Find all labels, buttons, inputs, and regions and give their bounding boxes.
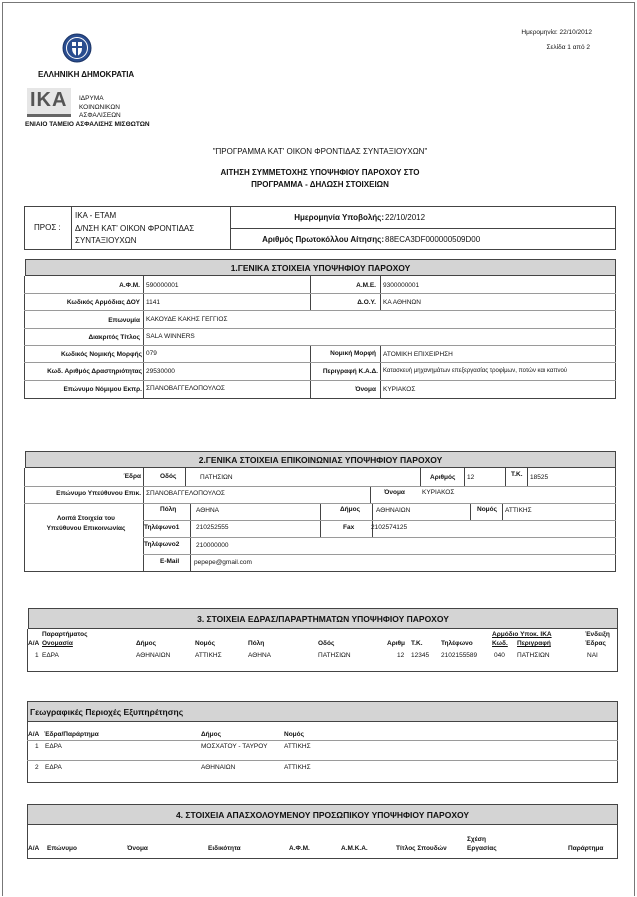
protocol-number: 88ECA3DF000000509D00 [385,235,481,244]
kad-label: Περιγραφή Κ.Α.Δ. [322,368,378,375]
geo-table [27,722,618,783]
ika-line: ΙΔΡΥΜΑ [79,95,104,102]
city-label: Πόλη [160,506,177,513]
protocol-label: Αριθμός Πρωτοκόλλου Αίτησης: [262,235,384,244]
row-prefecture: ΑΤΤΙΚΗΣ [195,652,222,659]
s4-col-studies: Τίτλος Σπουδών [396,845,447,852]
col-prefecture: Νομός [195,640,215,647]
fax-value: 2102574125 [371,524,408,531]
prefecture-label: Νομός [477,506,497,513]
rep-name-value: ΚΥΡΙΑΚΟΣ [383,386,416,393]
resp-name-label: Όνομα [384,489,405,496]
distinct-title-value: SALA WINNERS [146,333,195,340]
s4-col-branch: Παράρτημα [568,845,604,852]
recipient-line: Δ/ΝΣΗ ΚΑΤ' ΟΙΚΟΝ ΦΡΟΝΤΙΔΑΣ [75,223,195,233]
seat-label: Έδρα [123,473,141,480]
afm-label: Α.Φ.Μ. [119,282,140,289]
distinct-title-label: Διακριτός Τίτλος [88,334,140,341]
s4-col-aa: Α/Α [28,845,40,852]
section3-header: 3. ΣΤΟΙΧΕΙΑ ΕΔΡΑΣ/ΠΑΡΑΡΤΗΜΑΤΩΝ ΥΠΟΨΗΦΙΟΥ ΠΑΡΟΧΟΥ [28,608,618,629]
street-label: Οδός [160,473,177,480]
col-street: Οδός [318,640,335,647]
greek-emblem-icon [62,33,92,63]
ika-line: ΚΟΙΝΩΝΙΚΩΝ [79,103,120,111]
s4-col-afm: Α.Φ.Μ. [289,845,310,852]
row-city: ΑΘΗΝΑ [248,652,271,659]
document-title-line2: ΠΡΟΓΡΑΜΜΑ - ΔΗΛΩΣΗ ΣΤΟΙΧΕΙΩΝ [251,180,389,189]
pros-label: ΠΡΟΣ : [34,223,61,232]
s4-col-specialty: Ειδικότητα [208,845,241,852]
col-city: Πόλη [248,640,265,647]
street-value: ΠΑΤΗΣΙΩΝ [200,474,233,481]
tk-label: Τ.Κ. [511,471,523,478]
section2-header: 2.ΓΕΝΙΚΑ ΣΤΟΙΧΕΙΑ ΕΠΙΚΟΙΝΩΝΙΑΣ ΥΠΟΨΗΦΙΟΥ ΠΑΡΟΧΟΥ [25,451,616,468]
ika-line: ΑΣΦΑΛΙΣΕΩΝ [79,112,121,119]
row-branch: ΕΔΡΑ [42,652,59,659]
state-name: ΕΛΛΗΝΙΚΗ ΔΗΜΟΚΡΑΤΙΑ [38,70,135,79]
s4-col-relation-top: Σχέση [467,836,486,843]
col-seat: Έδρας [585,640,606,647]
row-ika-code: 040 [494,652,505,659]
s4-col-amka: Α.Μ.Κ.Α. [341,845,368,852]
ame-label: Α.Μ.Ε. [356,282,376,289]
phone2-label: Τηλέφωνο2 [144,541,180,548]
geo-col-municipality: Δήμος [201,731,221,738]
row-ika-desc: ΠΑΤΗΣΙΩΝ [517,652,550,659]
row-number: 12 [397,652,405,659]
prefecture-value: ΑΤΤΙΚΗΣ [505,507,532,514]
submit-date: 22/10/2012 [385,213,426,222]
ika-logo [27,88,71,117]
print-date: Ημερομηνία: 22/10/2012 [521,29,592,36]
row-seat: ΝΑΙ [587,652,598,659]
recipient-line: ΙΚΑ - ΕΤΑΜ [75,211,117,220]
submit-date-label: Ημερομηνία Υποβολής: [294,213,384,222]
activity-label: Κωδ. Αριθμός Δραστηριότητας [47,368,142,375]
fax-label: Fax [343,524,355,531]
legal-code-value: 079 [146,350,157,357]
afm-value: 590000001 [146,282,179,289]
document-title-line1: ΑΙΤΗΣΗ ΣΥΜΜΕΤΟΧΗΣ ΥΠΟΨΗΦΙΟΥ ΠΑΡΟΧΟΥ ΣΤΟ [220,168,420,177]
doy-label: Δ.Ο.Υ. [357,299,376,306]
ika-logo-text: IKA [30,89,68,111]
activity-value: 29530000 [146,368,175,375]
legal-form-value: ΑΤΟΜΙΚΗ ΕΠΙΧΕΙΡΗΣΗ [383,351,453,358]
legal-code-label: Κωδικός Νομικής Μορφής [61,351,142,358]
kad-value: Κατασκευή μηχανημάτων επεξεργασίας τροφίμων, ποτών και καπνού [383,368,568,374]
rep-name-label: Όνομα [355,386,376,393]
col-ika-top: Αρμόδιο Υποκ. ΙΚΑ [492,631,552,638]
municipality-label: Δήμος [340,506,360,513]
geo-row-prefecture: ΑΤΤΙΚΗΣ [284,764,311,771]
email-label: E-Mail [160,558,180,565]
page-number: Σελίδα 1 από 2 [546,44,590,51]
phone1-label: Τηλέφωνο1 [144,524,180,531]
ame-value: 9300000001 [383,282,420,289]
tk-value: 18525 [530,474,549,481]
doy-code-value: 1141 [146,299,160,306]
doy-value: ΚΑ ΑΘΗΝΩΝ [383,299,421,306]
row-aa: 1 [35,652,39,659]
phone2-value: 210000000 [196,542,229,549]
row-street: ΠΑΤΗΣΙΩΝ [318,652,351,659]
row-municipality: ΑΘΗΝΑΙΩΝ [136,652,171,659]
resp-surname-label: Επώνυμο Υπεύθυνου Επικ. [56,490,141,497]
email-value: pepepe@gmail.com [194,559,252,566]
geo-col-branch: Έδρα/Παράρτημα [44,731,99,738]
section4-header: 4. ΣΤΟΙΧΕΙΑ ΑΠΑΣΧΟΛΟΥΜΕΝΟΥ ΠΡΟΣΩΠΙΚΟΥ ΥΠΟΨΗΦΙΟΥ ΠΑΡΟΧΟΥ [27,804,618,825]
row-phone: 2102155589 [441,652,478,659]
other-contact-label: Λοιπά Στοιχεία του Υπεύθυνου Επικοινωνίας [46,515,126,532]
number-value: 12 [467,474,475,481]
geo-row-municipality: ΑΘΗΝΑΙΩΝ [201,764,236,771]
col-number: Αριθμ [387,640,406,647]
col-municipality: Δήμος [136,640,156,647]
geo-row-prefecture: ΑΤΤΙΚΗΣ [284,743,311,750]
s4-col-relation: Εργασίας [467,845,497,852]
resp-name-value: ΚΥΡΙΑΚΟΣ [422,489,455,496]
section4-table [27,825,618,859]
col-aa: Α/Α [28,640,40,647]
s4-col-surname: Επώνυμο [47,845,77,852]
geo-row-branch: ΕΔΡΑ [45,764,62,771]
city-value: ΑΘΗΝΑ [196,507,219,514]
col-seat-top: Ένδειξη [585,631,610,638]
program-title: "ΠΡΟΓΡΑΜΜΑ ΚΑΤ' ΟΙΚΟΝ ΦΡΟΝΤΙΔΑΣ ΣΥΝΤΑΞΙΟΥΧΩΝ" [212,147,428,156]
s4-col-name: Όνομα [127,845,148,852]
phone1-value: 210252555 [196,524,229,531]
geo-row-municipality: ΜΟΣΧΑΤΟΥ - ΤΑΥΡΟΥ [201,743,268,750]
geo-col-aa: Α/Α [28,731,40,738]
geo-col-prefecture: Νομός [284,731,304,738]
col-ika-desc: Περιγραφή [517,640,551,647]
recipient-lines [75,210,194,248]
geo-row-branch: ΕΔΡΑ [45,743,62,750]
doy-code-label: Κωδικός Αρμόδιας ΔΟΥ [66,299,140,306]
col-branch: Ονομασία [42,640,73,647]
col-tk: Τ.Κ. [411,640,423,647]
col-branch-top: Παραρτήματος [42,631,88,638]
ika-name-block [79,95,121,121]
col-ika-code: Κωδ. [492,640,508,647]
geo-row-aa: 2 [35,764,39,771]
recipient-line: ΣΥΝΤΑΞΙΟΥΧΩΝ [75,236,137,245]
name-label: Επωνυμία [108,317,140,324]
name-value: ΚΑΚΟΥΔΕ ΚΑΚΗΣ ΓΕΓΓΙΟΣ [146,316,228,323]
rep-surname-label: Επώνυμο Νόμιμου Εκπρ. [63,386,142,393]
number-label: Αριθμός [430,474,456,481]
legal-form-label: Νομική Μορφή [330,350,376,357]
rep-surname-value: ΣΠΑΝΟΒΑΓΓΕΛΟΠΟΥΛΟΣ [146,385,225,392]
row-tk: 12345 [411,652,430,659]
geo-row-aa: 1 [35,743,39,750]
ika-subtitle: ΕΝΙΑΙΟ ΤΑΜΕΙΟ ΑΣΦΑΛΙΣΗΣ ΜΙΣΘΩΤΩΝ [25,121,150,128]
geo-header: Γεωγραφικές Περιοχές Εξυπηρέτησης [27,701,618,722]
resp-surname-value: ΣΠΑΝΟΒΑΓΓΕΛΟΠΟΥΛΟΣ [146,490,225,497]
col-phone: Τηλέφωνο [441,640,473,647]
municipality-value: ΑΘΗΝΑΙΩΝ [376,507,411,514]
section1-header: 1.ΓΕΝΙΚΑ ΣΤΟΙΧΕΙΑ ΥΠΟΨΗΦΙΟΥ ΠΑΡΟΧΟΥ [25,259,616,276]
